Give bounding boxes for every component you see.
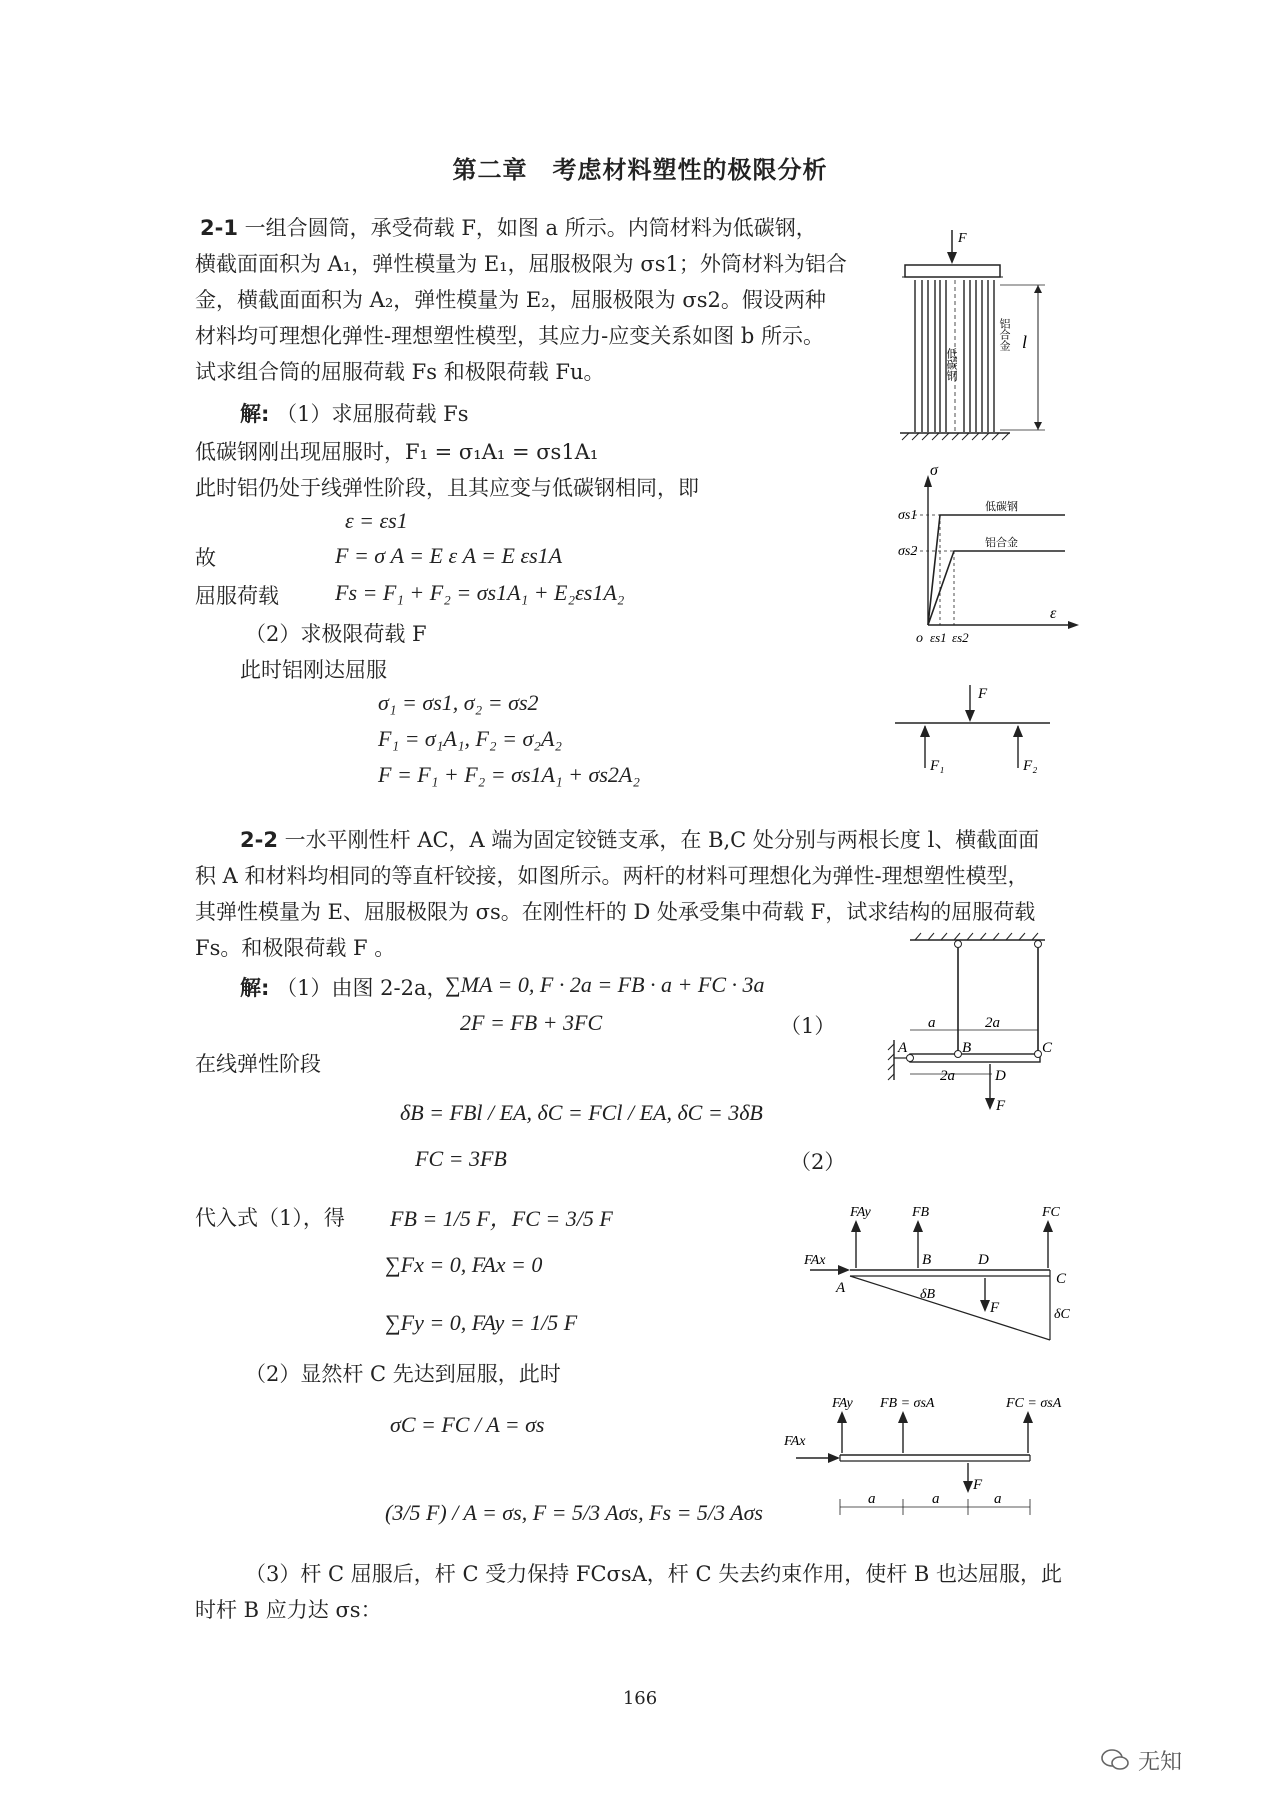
fig22a-a: a: [928, 1015, 936, 1031]
p21-eq2: F = σ A = E ε A = E εs1A: [335, 543, 563, 568]
p21-sol3: 此时铝仍处于线弹性阶段，且其应变与低碳钢相同，即: [195, 476, 699, 500]
p21-sol2: 低碳钢刚出现屈服时，F₁ = σ₁A₁ = σs1A₁: [195, 440, 599, 464]
fig21c-F2: F₂: [1023, 758, 1038, 774]
fig22c-plastic: [780, 1385, 1100, 1525]
fig22b-D: D: [978, 1252, 989, 1268]
p22-eq5: FB = 1/5 F，FC = 3/5 F: [390, 1206, 613, 1231]
p22-sol2: 在线弹性阶段: [195, 1052, 321, 1076]
fig22a-A: A: [898, 1040, 908, 1056]
chapter-title: 第二章 考虑材料塑性的极限分析: [452, 156, 828, 184]
fig22b-FAx: FAx: [804, 1253, 826, 1268]
fig22b-FB: FB: [912, 1205, 930, 1220]
fig21b-e2: εs2: [952, 630, 969, 645]
p21-number: 2-1: [200, 216, 238, 240]
p22-n2: （2）: [790, 1150, 846, 1174]
p21-gu: 故: [195, 546, 216, 570]
p22-line1: [240, 822, 1039, 858]
fig22b-F: F: [990, 1300, 1000, 1316]
fig22a-2a-bottom: 2a: [940, 1068, 955, 1084]
fig21b-stress-strain: [890, 455, 1080, 655]
fig22b-FAy: FAy: [850, 1205, 871, 1220]
p22-eq6: ∑Fx = 0, FAx = 0: [385, 1252, 543, 1277]
page-number: 166: [622, 1688, 658, 1709]
p22-eq3: δB = FBl / EA, δC = FCl / EA, δC = 3δB: [400, 1100, 763, 1125]
fig22c-a2: a: [932, 1491, 940, 1507]
fig21b-s2: σs2: [898, 544, 918, 559]
fig21a-inner: 低碳钢: [945, 348, 957, 381]
p22-text1: 一水平刚性杆 AC，A 端为固定铰链支承，在 B,C 处分别与两根长度 l、横截面面: [284, 828, 1040, 852]
fig22c-F: F: [973, 1477, 983, 1493]
fig21a-cylinder: [880, 220, 1060, 450]
fig22b-A: A: [836, 1280, 846, 1296]
p22-eq7: ∑Fy = 0, FAy = 1/5 F: [385, 1310, 578, 1335]
p22-sol-label: 解:: [240, 976, 270, 1000]
p21-eq6: F = F₁ + F₂ = σs1A₁ + σs2A₂: [378, 762, 640, 787]
p22-sol6: 时杆 B 应力达 σs：: [195, 1598, 382, 1622]
p22-line3: 其弹性模量为 E、屈服极限为 σs。在刚性杆的 D 处承受集中荷载 F，试求结构的屈服荷载: [195, 900, 1036, 924]
p21-sol4: （2）求极限荷载 F: [245, 622, 427, 646]
p22-eq4: FC = 3FB: [415, 1146, 507, 1171]
fig22c-FAx: FAx: [784, 1434, 806, 1449]
fig21c-F: F: [978, 686, 988, 702]
p21-sol-label: 解:: [240, 402, 270, 426]
p21-qf: 屈服荷载: [195, 584, 279, 608]
p22-number: 2-2: [240, 828, 278, 852]
fig21a-l: l: [1022, 332, 1028, 352]
p21-sol1-text: （1）求屈服荷载 Fs: [276, 402, 469, 426]
p22-eq2: 2F = FB + 3FC: [460, 1010, 603, 1035]
p21-line5: 试求组合筒的屈服荷载 Fs 和极限荷载 Fu。: [195, 360, 605, 384]
fig22a-D: D: [995, 1068, 1006, 1084]
fig22c-FB: FB = σsA: [880, 1396, 935, 1411]
p22-eq1: ∑MA = 0, F · 2a = FB · a + FC · 3a: [445, 972, 765, 997]
p21-sol5: 此时铝刚达屈服: [240, 658, 387, 682]
watermark-text: 无知: [1138, 1750, 1183, 1775]
fig22b-deformation: [800, 1200, 1080, 1360]
p22-n1: （1）: [780, 1014, 836, 1038]
fig22c-a3: a: [994, 1491, 1002, 1507]
fig21a-F: F: [958, 231, 967, 246]
p22-sol5: （3）杆 C 屈服后，杆 C 受力保持 FCσsA，杆 C 失去约束作用，使杆 B 也达屈服，此: [245, 1562, 1062, 1586]
fig22a-F: F: [996, 1098, 1006, 1114]
p21-eq1: ε = εs1: [345, 508, 408, 533]
p21-line2: 横截面面积为 A₁，弹性模量为 E₁，屈服极限为 σs1；外筒材料为铝合: [195, 252, 847, 276]
fig21b-al: 铝合金: [985, 537, 1018, 549]
fig21a-outer: 铝合金: [998, 318, 1010, 351]
fig21b-e1: εs1: [930, 630, 947, 645]
wechat-icon: [1100, 1748, 1130, 1772]
p22-eq9: (3/5 F) / A = σs, F = 5/3 Aσs, Fs = 5/3 Aσs: [385, 1500, 763, 1525]
p21-line3: 金，横截面面积为 A₂，弹性模量为 E₂，屈服极限为 σs2。假设两种: [195, 288, 826, 312]
fig22b-B: B: [922, 1252, 932, 1268]
fig22c-a1: a: [868, 1491, 876, 1507]
fig22b-dB: δB: [920, 1287, 936, 1302]
fig22b-dC: δC: [1054, 1307, 1070, 1322]
p22-line4: Fs。和极限荷载 F 。: [195, 936, 396, 960]
p21-text1: 一组合圆筒，承受荷载 F，如图 a 所示。内筒材料为低碳钢，: [244, 216, 817, 240]
p22-sol4: （2）显然杆 C 先达到屈服，此时: [245, 1362, 561, 1386]
fig21b-s1: σs1: [898, 508, 918, 523]
p21-eq5: F₁ = σ₁A₁, F₂ = σ₂A₂: [378, 726, 563, 751]
fig22b-FC: FC: [1042, 1205, 1060, 1220]
fig22c-FC: FC = σsA: [1006, 1396, 1062, 1411]
fig22c-FAy: FAy: [832, 1396, 853, 1411]
p22-sol1-text: （1）由图 2-2a，: [276, 976, 448, 1000]
fig21b-eps: ε: [1050, 605, 1057, 622]
fig22a-structure: [880, 930, 1080, 1130]
fig22a-B: B: [962, 1040, 972, 1056]
p22-sol3: 代入式（1），得: [195, 1206, 345, 1230]
fig22a-C: C: [1042, 1040, 1053, 1056]
fig21c-F1: F₁: [930, 758, 945, 774]
p21-eq4: σ₁ = σs1, σ₂ = σs2: [378, 690, 539, 715]
fig22b-C: C: [1056, 1271, 1067, 1287]
p22-line2: 积 A 和材料均相同的等直杆铰接，如图所示。两杆的材料可理想化为弹性-理想塑性模型，: [195, 864, 1029, 888]
p21-sol1: [240, 396, 468, 432]
p21-line1: [200, 210, 817, 246]
p22-eq8: σC = FC / A = σs: [390, 1412, 545, 1437]
p21-line4: 材料均可理想化弹性-理想塑性模型，其应力-应变关系如图 b 所示。: [195, 324, 824, 348]
fig21c-forces: [890, 680, 1060, 780]
p22-sol1: [240, 970, 447, 1006]
fig21b-steel: 低碳钢: [985, 501, 1018, 513]
fig22a-2a: 2a: [985, 1015, 1000, 1031]
fig21b-o: o: [916, 631, 923, 646]
p21-eq3: Fs = F₁ + F₂ = σs1A₁ + E₂εs1A₂: [335, 580, 625, 605]
fig21b-sigma: σ: [930, 462, 938, 479]
